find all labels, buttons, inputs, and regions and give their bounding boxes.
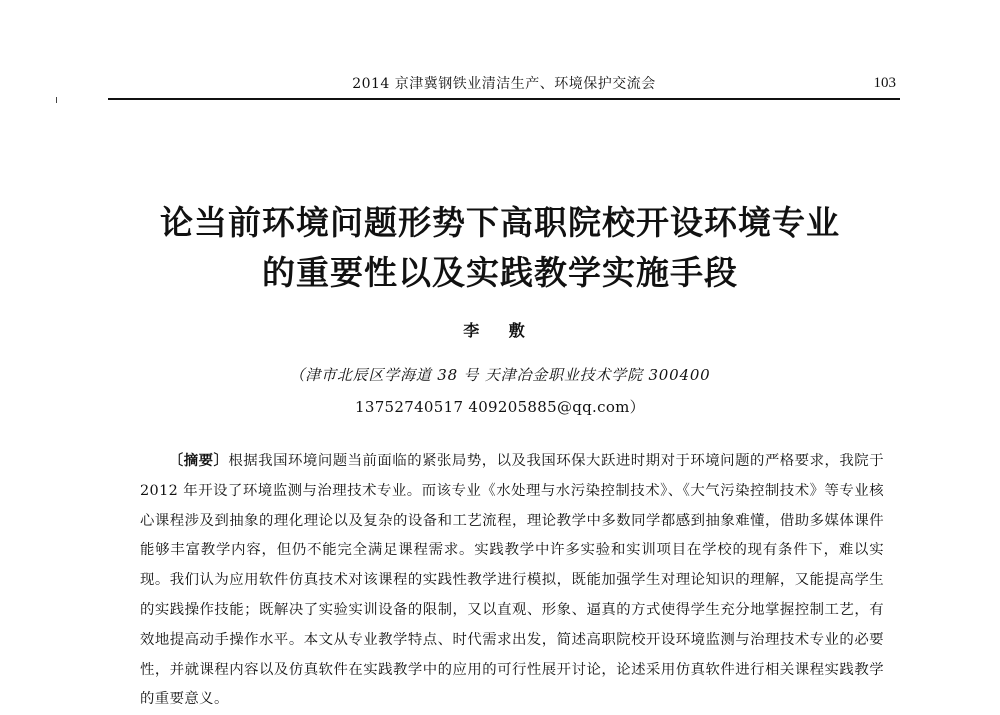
article-title-line-2: 的重要性以及实践教学实施手段 <box>262 253 738 292</box>
running-header <box>108 58 900 100</box>
abstract-text: 根据我国环境问题当前面临的紧张局势，以及我国环保大跃进时期对于环境问题的严格要求，我院于 2012 年开设了环境监测与治理技术专业。而该专业《水处理与水污染控制技术》、《大气污染控制技术》等专业核心课程涉及到抽象的理化理论以及复杂的设备和工艺流程，理论教学中多数同学都感到抽象难懂，借助多媒体课件能够丰富教学内容，但仍不能完全满足课程需求。实践教学中许多实验和实训项目在学校的现有条件下，难以实现。我们认为应用软件仿真技术对该课程的实践性教学进行模拟，既能加强学生对理论知识的理解，又能提高学生的实践操作技能；既解决了实验实训设备的限制，又以直观、形象、逼真的方式使得学生充分地掌握控制工艺，有效地提高动手操作水平。本文从专业教学特点、时代需求出发，简述高职院校开设环境监测与治理技术专业的必要性，并就课程内容以及仿真软件在实践教学中的应用的可行性展开讨论，论述采用仿真软件进行相关课程实践教学的重要意义。 <box>140 453 884 708</box>
conference-title: 2014 京津冀钢铁业清洁生产、环境保护交流会 <box>352 76 656 92</box>
margin-mark <box>56 97 57 103</box>
affiliation-contact: 13752740517 409205885@qq.com） <box>355 398 645 416</box>
author-name: 李 敷 <box>463 321 537 340</box>
abstract-label: 〔摘要〕 <box>168 453 229 469</box>
abstract-paragraph <box>140 447 884 715</box>
article-title-line-1: 论当前环境问题形势下高职院校开设环境专业 <box>160 203 840 242</box>
affiliation-address: （津市北辰区学海道 38 号 天津冶金职业技术学院 300400 <box>289 366 711 384</box>
page-number: 103 <box>873 75 896 91</box>
